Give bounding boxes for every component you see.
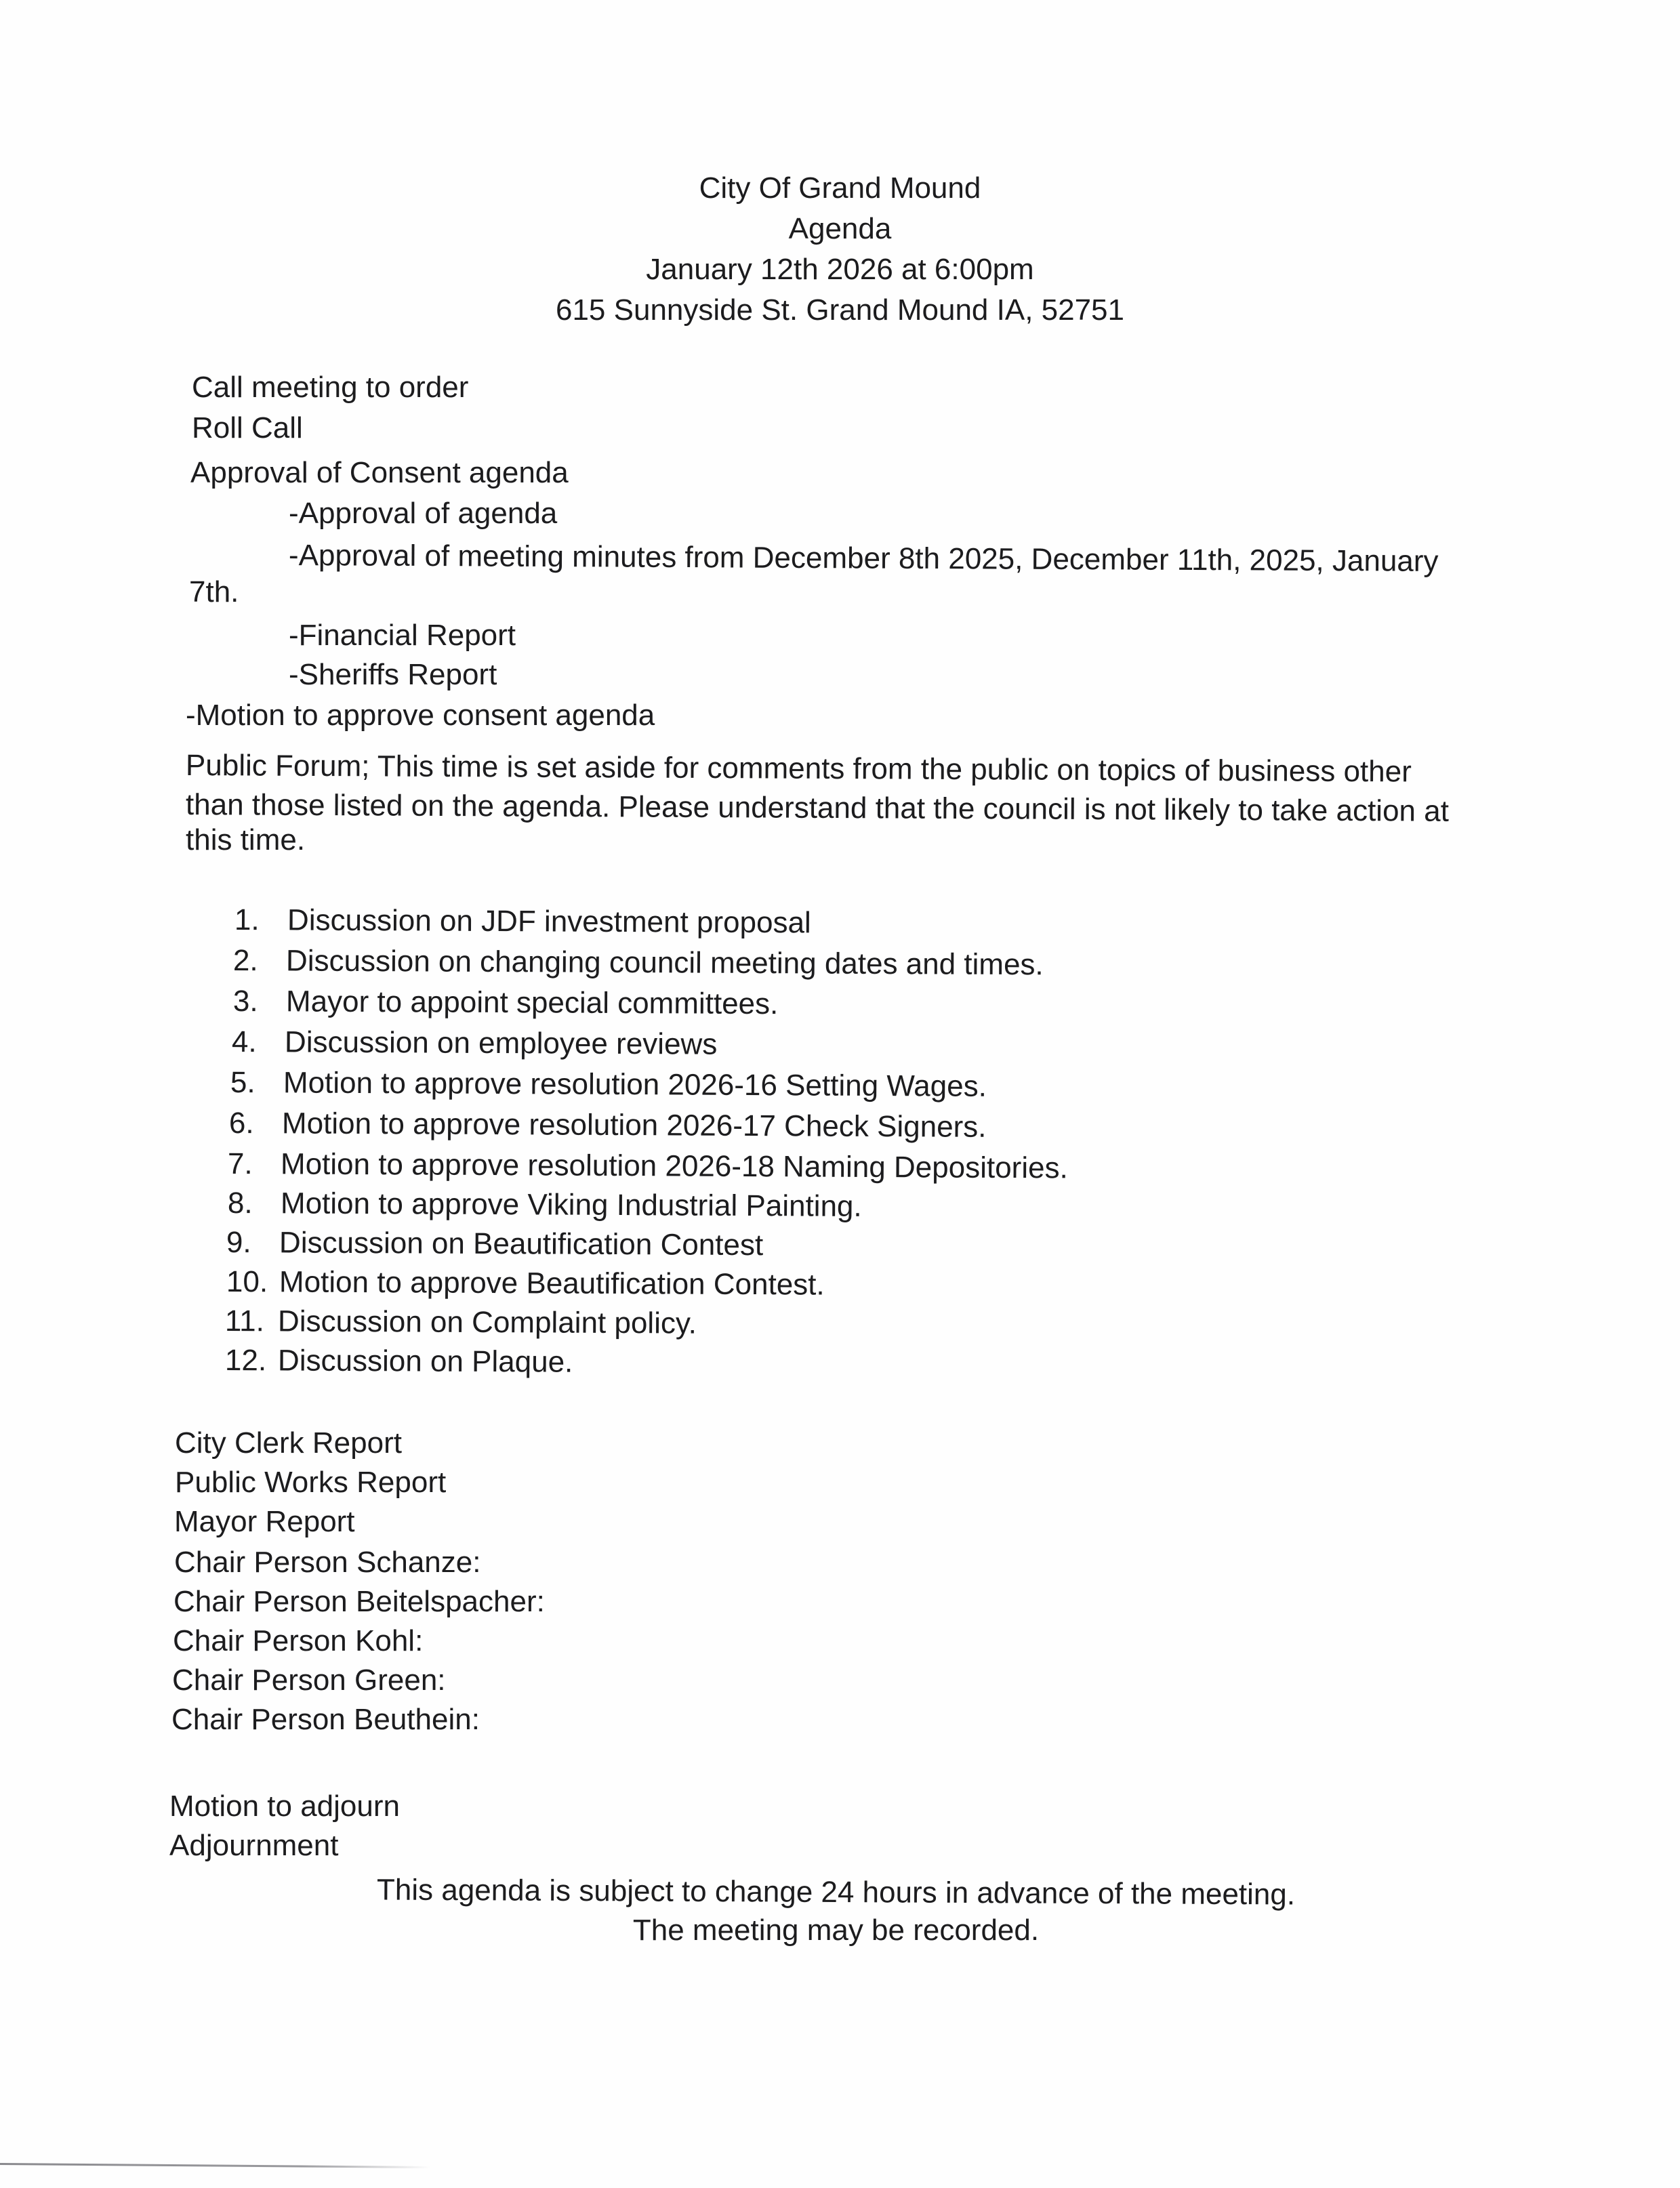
report-chair-schanze: Chair Person Schanze:	[174, 1546, 481, 1579]
agenda-item-number: 4.	[231, 1025, 257, 1059]
agenda-item	[226, 1225, 763, 1263]
agenda-item-text: Motion to approve Beautification Contest.	[279, 1265, 825, 1302]
agenda-item-text: Discussion on Plaque.	[277, 1344, 573, 1379]
motion-to-adjourn: Motion to adjourn	[169, 1790, 400, 1823]
city-title: City Of Grand Mound	[699, 171, 981, 205]
consent-item-financial-report: -Financial Report	[289, 619, 516, 652]
agenda-item-text: Mayor to appoint special committees.	[285, 985, 779, 1021]
document-header	[0, 168, 1680, 331]
agenda-item-text: Motion to approve resolution 2026-17 Check Signers.	[281, 1107, 987, 1144]
agenda-item-number: 2.	[232, 944, 258, 978]
agenda-item-number: 9.	[226, 1226, 251, 1260]
agenda-item	[234, 903, 811, 941]
consent-agenda-heading: Approval of Consent agenda	[190, 456, 569, 489]
report-city-clerk: City Clerk Report	[175, 1426, 402, 1460]
agenda-item-number: 7.	[227, 1147, 253, 1181]
consent-item-sheriffs-report: -Sheriffs Report	[289, 658, 497, 691]
agenda-item-number: 11.	[224, 1304, 265, 1338]
agenda-item	[232, 1025, 718, 1062]
report-chair-beuthein: Chair Person Beuthein:	[171, 1703, 480, 1736]
agenda-item-number: 3.	[232, 985, 258, 1018]
agenda-item	[225, 1304, 697, 1342]
agenda-item-number: 6.	[228, 1107, 254, 1140]
agenda-item-number: 12.	[224, 1344, 267, 1378]
adjournment: Adjournment	[169, 1829, 339, 1862]
agenda-change-notice: This agenda is subject to change 24 hours in advance of the meeting.	[376, 1873, 1296, 1912]
scan-edge-line	[0, 2163, 430, 2168]
agenda-item	[230, 1065, 987, 1105]
agenda-item-number: 8.	[227, 1186, 253, 1220]
agenda-item-text: Motion to approve Viking Industrial Painting.	[280, 1186, 862, 1223]
consent-motion: -Motion to approve consent agenda	[186, 699, 655, 732]
document-type: Agenda	[788, 212, 892, 245]
meeting-address: 615 Sunnyside St. Grand Mound IA, 52751	[555, 293, 1124, 327]
report-chair-kohl: Chair Person Kohl:	[173, 1624, 424, 1657]
public-forum-line-2: than those listed on the agenda. Please understand that the council is not likely to take action at	[185, 788, 1450, 828]
consent-item-minutes: -Approval of meeting minutes from December 8th 2025, December 11th, 2025, January	[288, 539, 1439, 578]
agenda-item-text: Discussion on Beautification Contest	[279, 1226, 764, 1262]
agenda-item-number: 1.	[234, 903, 260, 937]
consent-item-approval-agenda: -Approval of agenda	[289, 497, 558, 530]
report-chair-beitelspacher: Chair Person Beitelspacher:	[173, 1585, 545, 1618]
agenda-item	[225, 1343, 573, 1380]
agenda-item-number: 5.	[230, 1066, 255, 1100]
report-public-works: Public Works Report	[175, 1466, 447, 1499]
recording-notice: The meeting may be recorded.	[632, 1914, 1040, 1947]
agenda-item	[226, 1264, 825, 1303]
agenda-item	[228, 1147, 1068, 1186]
agenda-item-text: Discussion on JDF investment proposal	[287, 903, 811, 940]
agenda-item-text: Motion to approve resolution 2026-18 Naming Depositories.	[280, 1147, 1068, 1185]
meeting-datetime: January 12th 2026 at 6:00pm	[646, 253, 1034, 286]
report-chair-green: Chair Person Green:	[172, 1664, 446, 1697]
agenda-item	[229, 1106, 987, 1145]
agenda-item-text: Discussion on employee reviews	[284, 1025, 718, 1061]
roll-call: Roll Call	[192, 411, 303, 445]
consent-item-minutes-continued: 7th.	[189, 575, 239, 608]
report-mayor: Mayor Report	[174, 1505, 355, 1538]
agenda-item-number: 10.	[226, 1265, 268, 1299]
public-forum-line-1: Public Forum; This time is set aside for comments from the public on topics of business other	[185, 749, 1412, 789]
agenda-item-text: Motion to approve resolution 2026-16 Setting Wages.	[283, 1066, 987, 1103]
agenda-item-text: Discussion on changing council meeting dates and times.	[285, 944, 1044, 982]
agenda-item	[228, 1186, 862, 1224]
public-forum-line-3: this time.	[186, 823, 306, 856]
agenda-item	[233, 984, 779, 1022]
agenda-item	[233, 943, 1044, 983]
agenda-item-text: Discussion on Complaint policy.	[277, 1304, 697, 1340]
call-to-order: Call meeting to order	[192, 371, 469, 404]
